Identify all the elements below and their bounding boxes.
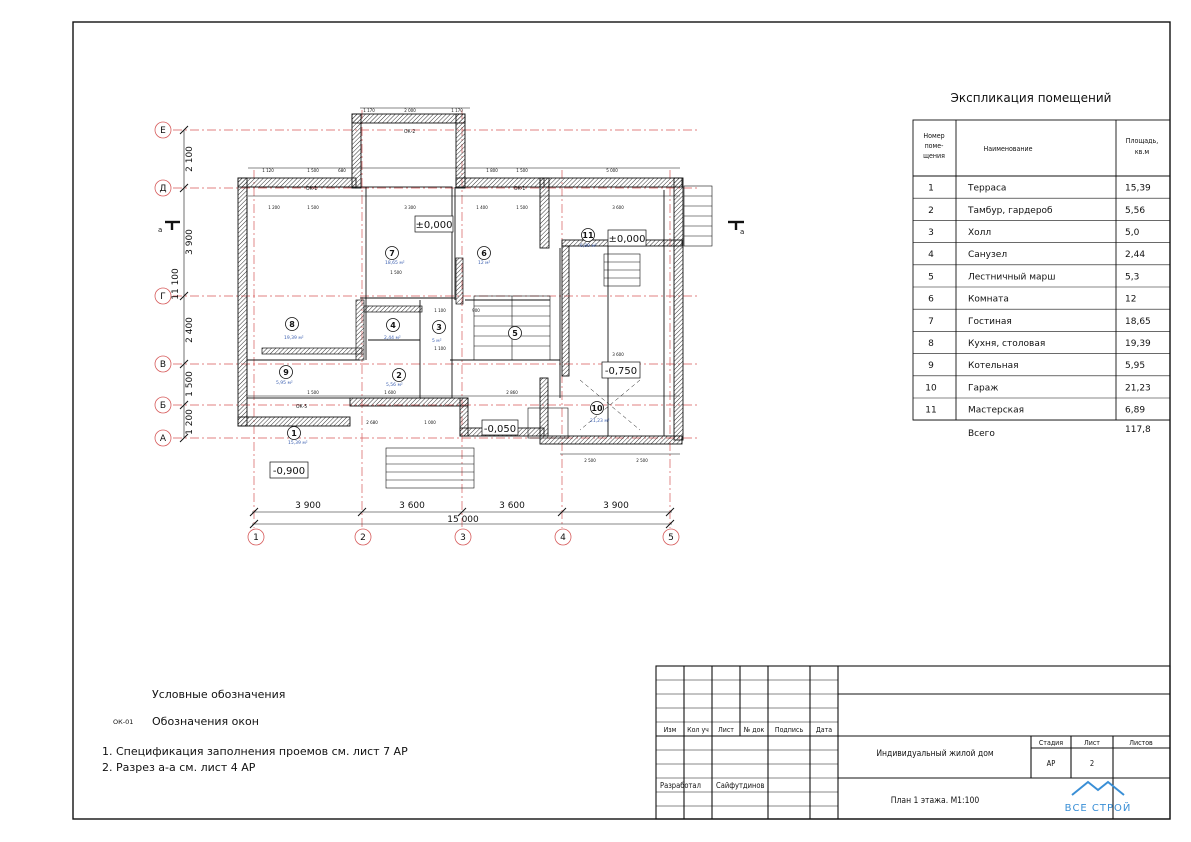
explication-row-area: 6,89 [1125, 405, 1146, 416]
level-garage: -0,750 [604, 366, 638, 377]
window-mark: ОК-2 [404, 129, 416, 135]
title-block-col-labels [664, 726, 833, 734]
dim: 1 170 [451, 109, 463, 114]
window-mark: ОК-1 [514, 186, 526, 192]
explication-row-num: 11 [925, 405, 937, 416]
axis-label-row: Е [160, 126, 166, 136]
dim: 1 600 [384, 391, 396, 396]
explication-row-num: 7 [928, 316, 934, 327]
logo-roof-icon [1072, 782, 1124, 795]
dim-overall-height: 11 100 [171, 268, 181, 300]
room-number: 9 [283, 368, 289, 377]
axis-label-col: 3 [460, 533, 466, 543]
axis-label-row: Г [160, 292, 166, 302]
room-area: 19,39 м² [284, 336, 304, 341]
dim: 1 100 [434, 347, 446, 352]
explication-row-name: Терраса [968, 183, 1007, 194]
room-area: 5 м² [432, 339, 442, 344]
dim: 1 500 [516, 206, 528, 211]
explication-row-area: 2,44 [1125, 250, 1146, 261]
explication-row-area: 21,23 [1125, 383, 1151, 394]
explication-row-area: 5,3 [1125, 272, 1140, 283]
dim-row: 1 500 [185, 371, 195, 397]
legend [102, 688, 408, 774]
explication-row-area: 18,65 [1125, 316, 1151, 327]
project-name: Индивидуальный жилой дом [876, 749, 994, 759]
section-marker [165, 222, 744, 230]
dim: 1 120 [262, 169, 274, 174]
explication-row-area: 5,95 [1125, 361, 1146, 372]
room-area: 5,95 м² [276, 381, 293, 386]
dim: 5 000 [606, 169, 618, 174]
col-label: Изм [663, 726, 677, 734]
dim-col: 3 600 [399, 501, 425, 511]
header-num: поме- [924, 142, 944, 150]
explication-row-name: Кухня, столовая [968, 339, 1046, 349]
explication-table [913, 91, 1170, 439]
room-number: 11 [582, 231, 594, 240]
dim: 1 000 [424, 421, 436, 426]
author-name: Сайфутдинов [716, 781, 765, 790]
row-axis-labels [159, 126, 166, 444]
room-number: 7 [389, 249, 395, 258]
dim-col: 3 900 [603, 501, 629, 511]
explication-row-num: 1 [928, 183, 934, 194]
dim: 1 500 [390, 271, 402, 276]
dim-col: 3 900 [295, 501, 321, 511]
explication-row-name: Гараж [968, 383, 999, 394]
dim-row: 2 400 [185, 317, 195, 343]
explication-total-label: Всего [968, 429, 995, 439]
explication-row-name: Котельная [968, 361, 1019, 372]
legend-title: Условные обозначения [152, 688, 286, 701]
room-number: 2 [396, 371, 402, 380]
axis-label-row: Б [159, 401, 167, 411]
explication-row-num: 10 [925, 383, 937, 394]
axis-label-row: А [159, 434, 167, 444]
window-mark: ОК-5 [296, 404, 308, 410]
room-number: 1 [291, 429, 297, 438]
room-area: 6,89 м² [580, 244, 597, 249]
dim: 1 500 [516, 169, 528, 174]
axis-label-row: Д [159, 184, 167, 194]
title-block [656, 666, 1170, 819]
col-axis-labels [253, 533, 674, 543]
axis-label-row: В [159, 360, 167, 370]
header-num: Номер [923, 132, 945, 140]
stage-label: Стадия [1038, 739, 1064, 747]
explication-row-num: 4 [928, 250, 934, 261]
section-mark-left: а [158, 226, 163, 234]
level-main: ±0,000 [415, 220, 453, 231]
explication-rows [925, 184, 1151, 416]
company-name: ВСЕ СТРОЙ [1064, 803, 1132, 814]
header-name: Наименование [983, 145, 1033, 153]
floor-plan [155, 108, 744, 545]
col-label: Кол уч [687, 726, 709, 734]
axis-label-col: 1 [253, 533, 259, 543]
room-number: 5 [512, 329, 518, 338]
explication-row-area: 19,39 [1125, 339, 1151, 349]
room-number: 4 [390, 321, 396, 330]
explication-row-name: Холл [968, 228, 992, 238]
explication-header [923, 132, 1158, 160]
note-item: 1. Спецификация заполнения проемов см. лист 7 АР [102, 745, 408, 758]
dim: 2 500 [584, 459, 596, 464]
header-area: Площадь, [1125, 137, 1159, 145]
explication-row-name: Тамбур, гардероб [968, 205, 1053, 216]
level-porch: -0,050 [483, 424, 517, 435]
explication-row-area: 12 [1125, 294, 1137, 305]
axis-label-col: 5 [668, 533, 674, 543]
dim: 1 500 [307, 391, 319, 396]
col-label: Подпись [774, 726, 804, 734]
dim: 2 500 [636, 459, 648, 464]
dim-col: 3 600 [499, 501, 525, 511]
dim: 1 400 [476, 206, 488, 211]
explication-row-num: 3 [928, 228, 934, 238]
explication-title: Экспликация помещений [950, 91, 1112, 105]
row-axis-circles [155, 122, 171, 446]
sheets-label: Листов [1129, 739, 1153, 747]
header-num: щения [923, 152, 945, 160]
dim: 3 600 [612, 206, 624, 211]
explication-row-num: 8 [928, 339, 934, 349]
legend-window-text: Обозначения окон [152, 715, 259, 728]
dim-row: 3 900 [185, 229, 195, 255]
explication-row-area: 15,39 [1125, 183, 1151, 194]
explication-row-name: Санузел [968, 250, 1008, 261]
explication-row-num: 5 [928, 272, 934, 283]
dim: 680 [338, 169, 346, 174]
room-numbers [283, 231, 603, 438]
interior-wall-fills [262, 258, 463, 360]
explication-row-name: Мастерская [968, 405, 1025, 416]
note-item: 2. Разрез а-а см. лист 4 АР [102, 761, 256, 774]
header-area: кв.м [1134, 148, 1150, 156]
dim: 1 200 [268, 206, 280, 211]
explication-row-area: 5,56 [1125, 205, 1146, 216]
explication-row-num: 9 [928, 361, 934, 372]
room-number: 8 [289, 320, 295, 329]
dim: 3 300 [404, 206, 416, 211]
sheet-title: План 1 этажа. М1:100 [890, 796, 980, 806]
explication-row-name: Гостиная [968, 316, 1012, 327]
room-number: 10 [591, 404, 603, 413]
axis-label-col: 4 [560, 533, 566, 543]
explication-row-name: Комната [968, 294, 1009, 305]
room-area: 15,39 м² [288, 441, 308, 446]
dim: 2 680 [366, 421, 378, 426]
window-mark: ОК-1 [306, 186, 318, 192]
col-label: № док [743, 726, 765, 734]
role-label: Разработал [660, 781, 701, 790]
sheet-value: 2 [1089, 759, 1095, 768]
room-area: 2,44 м² [384, 336, 401, 341]
sheet-label: Лист [1084, 739, 1100, 747]
explication-row-area: 5,0 [1125, 228, 1140, 238]
explication-grid [913, 120, 1170, 420]
dim: 1 100 [434, 309, 446, 314]
room-number: 6 [481, 249, 487, 258]
dim: 3 600 [612, 353, 624, 358]
company-logo [1065, 782, 1132, 814]
dim: 1 800 [486, 169, 498, 174]
explication-row-name: Лестничный марш [968, 272, 1056, 283]
explication-row-num: 2 [928, 205, 934, 216]
dim: 1 170 [363, 109, 375, 114]
explication-total-area: 117,8 [1125, 425, 1151, 435]
level-workshop: ±0,000 [608, 234, 646, 245]
dim: 2 000 [404, 109, 416, 114]
explication-row-num: 6 [928, 294, 934, 305]
legend-window-code: ОК-01 [113, 718, 134, 726]
room-area: 18,65 м² [385, 261, 405, 266]
stage-value: АР [1046, 759, 1056, 768]
dim: 1 500 [307, 169, 319, 174]
dim: 900 [472, 309, 480, 314]
dim-overall-width: 15 000 [447, 515, 479, 525]
dim: 1 500 [307, 206, 319, 211]
room-area: 5,56 м² [386, 383, 403, 388]
dim-row: 2 100 [185, 146, 195, 172]
section-mark-right: а [740, 228, 745, 236]
axis-grid [173, 110, 700, 528]
axis-label-col: 2 [360, 533, 366, 543]
room-area: 21,23 м² [590, 419, 610, 424]
dim-row: 1 200 [185, 409, 195, 435]
room-area: 12 м² [478, 261, 491, 266]
level-terrace: -0,900 [272, 466, 306, 477]
col-label: Дата [815, 726, 833, 734]
room-number: 3 [436, 323, 442, 332]
col-label: Лист [718, 726, 734, 734]
dim: 2 860 [506, 391, 518, 396]
